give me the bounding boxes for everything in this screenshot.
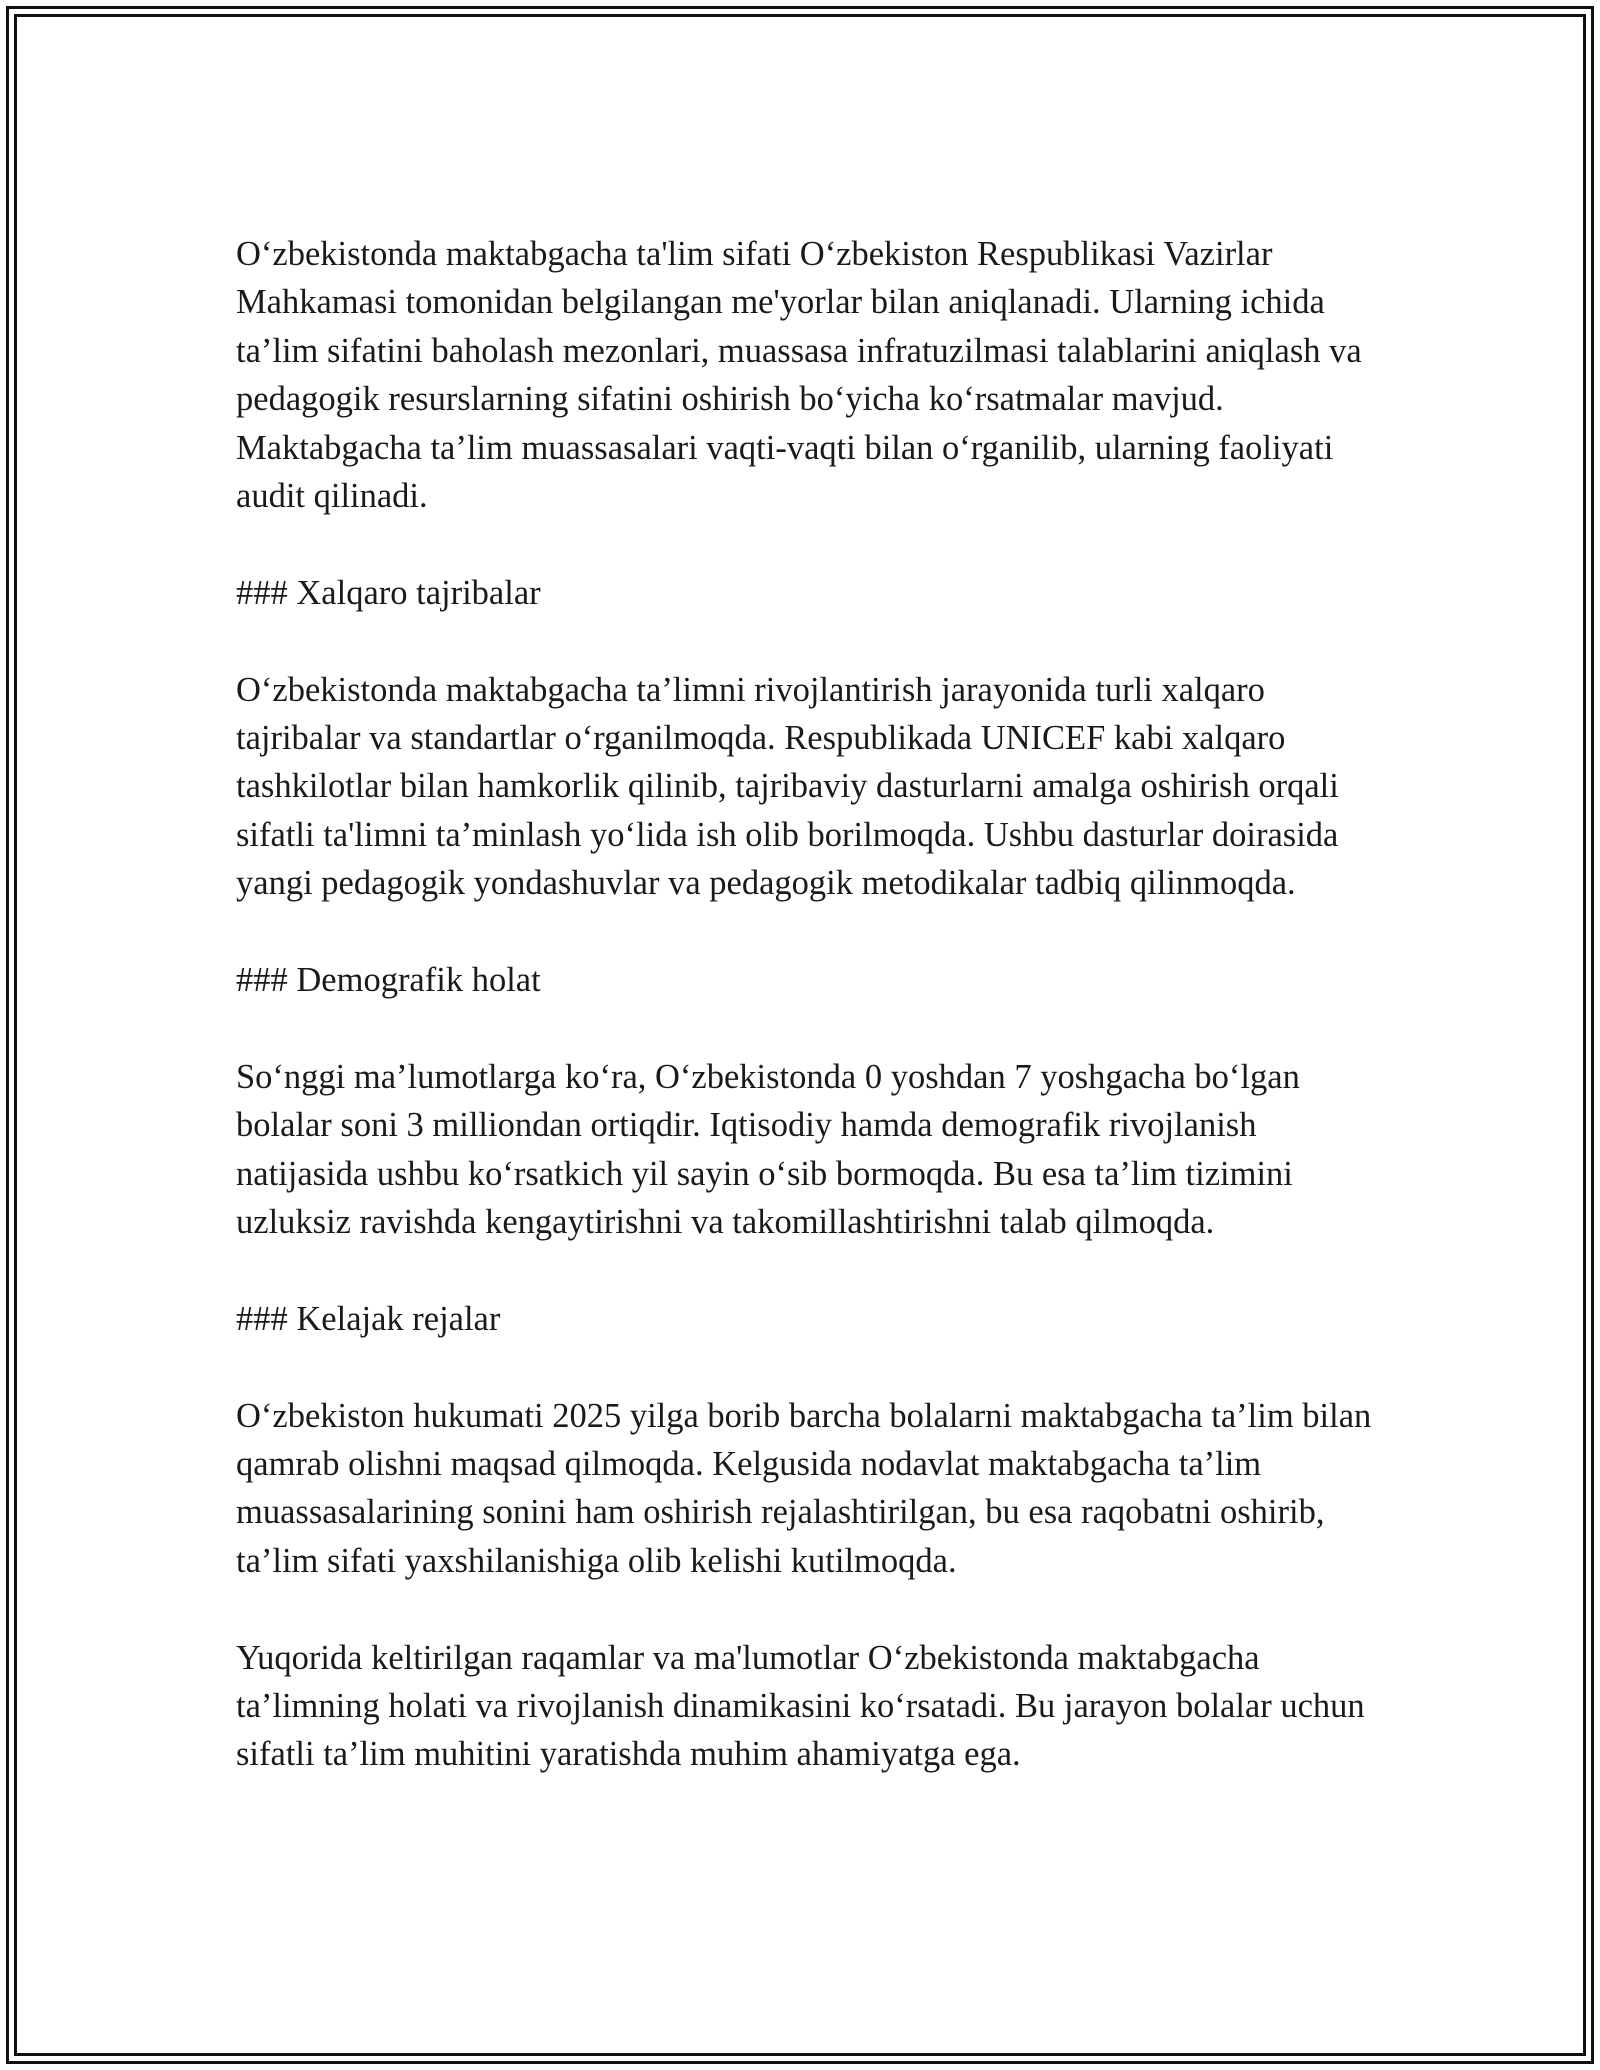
- heading-international-experience: ### Xalqaro tajribalar: [236, 573, 541, 612]
- heading-future-plans: ### Kelajak rejalar: [236, 1299, 501, 1338]
- paragraph-international-experience: O‘zbekistonda maktabgacha ta’limni rivojlantirish jarayonida turli xalqaro tajribalar va standartlar o‘rganilmoqda. Respublikada UNICEF kabi xalqaro tashkilotlar bilan hamkorlik qilinib, tajribaviy dasturlarni amalga oshirish orqali sifatli ta'limni ta’minlash yo‘lida ish olib borilmoqda. Ushbu dasturlar doirasida yangi pedagogik yondashuvlar va pedagogik metodikalar tadbiq qilinmoqda.: [236, 670, 1339, 903]
- paragraph-quality-standards: O‘zbekistonda maktabgacha ta'lim sifati O‘zbekiston Respublikasi Vazirlar Mahkamasi tomonidan belgilangan me'yorlar bilan aniqlanadi. Ularning ichida ta’lim sifatini baholash mezonlari, muassasa infratuzilmasi talablarini aniqlash va pedagogik resurslarning sifatini oshirish bo‘yicha ko‘rsatmalar mavjud. Maktabgacha ta’lim muassasalari vaqti-vaqti bilan o‘rganilib, ularning faoliyati audit qilinadi.: [236, 235, 1362, 516]
- paragraph-conclusion: Yuqorida keltirilgan raqamlar va ma'lumotlar O‘zbekistonda maktabgacha ta’limning holati va rivojlanish dinamikasini ko‘rsatadi. Bu jarayon bolalar uchun sifatli ta’lim muhitini yaratishda muhim ahamiyatga ega.: [236, 1638, 1365, 1774]
- paragraph-demographic-situation: So‘nggi ma’lumotlarga ko‘ra, O‘zbekistonda 0 yoshdan 7 yoshgacha bo‘lgan bolalar soni 3 milliondan ortiqdir. Iqtisodiy hamda demografik rivojlanish natijasida ushbu ko‘rsatkich yil sayin o‘sib bormoqda. Bu esa ta’lim tizimini uzluksiz ravishda kengaytirishni va takomillashtirishni talab qilmoqda.: [236, 1057, 1300, 1242]
- document-body: [236, 230, 1396, 1779]
- heading-demographic-situation: ### Demografik holat: [236, 961, 541, 1000]
- paragraph-future-plans: O‘zbekiston hukumati 2025 yilga borib barcha bolalarni maktabgacha ta’lim bilan qamrab olishni maqsad qilmoqda. Kelgusida nodavlat maktabgacha ta’lim muassasalarining sonini ham oshirish rejalashtirilgan, bu esa raqobatni oshirib, ta’lim sifati yaxshilanishiga olib kelishi kutilmoqda.: [236, 1396, 1372, 1580]
